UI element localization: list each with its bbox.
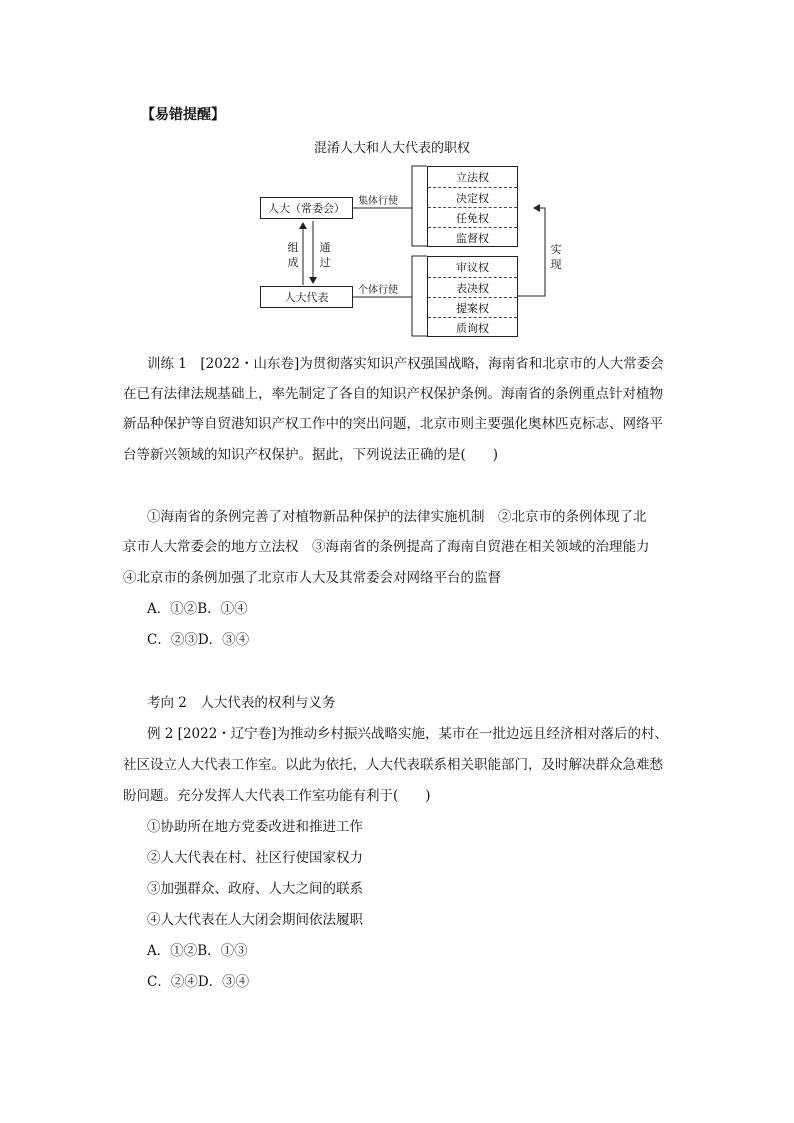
power-legislation: 立法权 <box>456 171 489 184</box>
training-line: 训练 1 [2022・山东卷]为贯彻落实知识产权强国战略，海南省和北京市的人大常委会 <box>147 356 664 372</box>
label-realize: 实现 <box>550 243 562 271</box>
training-line: 在已有法律法规基础上，率先制定了各自的知识产权保护条例。海南省的条例重点针对植物 <box>123 386 663 402</box>
power-proposal: 提案权 <box>428 297 517 317</box>
bracket-collective <box>412 166 427 246</box>
power-deliberation: 审议权 <box>456 261 489 274</box>
example-line: 社区设立人大代表工作室。以此为依托，人大代表联系相关职能部门，及时解决群众急难愁 <box>123 757 663 773</box>
example-option: C．②④D．③④ <box>147 974 250 990</box>
collective-powers-box <box>427 166 518 247</box>
training-line: 台等新兴领域的知识产权保护。据此，下列说法正确的是( ) <box>123 447 499 463</box>
training-statement: ④北京市的条例加强了北京市人大及其常委会对网络平台的监督 <box>123 570 501 586</box>
example-statement: ④人大代表在人大闭会期间依法履职 <box>147 912 363 928</box>
label-individual: 个体行使 <box>358 285 398 296</box>
power-voting: 表决权 <box>428 277 517 297</box>
power-appointment: 任免权 <box>428 207 517 227</box>
arrow-realize <box>518 208 545 296</box>
node-deputy: 人大代表 <box>260 286 353 308</box>
power-supervision: 监督权 <box>428 227 517 247</box>
training-option: A．①②B．①④ <box>147 601 248 617</box>
section-title: 考向 2 人大代表的权利与义务 <box>147 695 336 711</box>
training-line: 新品种保护等自贸港知识产权工作中的突出问题，北京市则主要强化奥林匹克标志、网络平 <box>123 416 663 432</box>
label-compose: 组成 <box>287 241 299 269</box>
label-elect: 通过 <box>319 241 331 269</box>
power-inquiry: 质询权 <box>428 317 517 337</box>
node-npc: 人大（常委会） <box>260 197 353 219</box>
individual-powers-box <box>427 256 518 337</box>
example-line: 例 2 [2022・辽宁卷]为推动乡村振兴战略实施，某市在一批边远且经济相对落后的村、 <box>147 726 669 742</box>
training-statement: 京市人大常委会的地方立法权 ③海南省的条例提高了海南自贸港在相关领域的治理能力 <box>123 539 650 555</box>
tip-heading: 【易错提醒】 <box>141 107 225 123</box>
training-statement: ①海南省的条例完善了对植物新品种保护的法律实施机制 ②北京市的条例体现了北 <box>147 509 647 525</box>
diagram-title: 混淆人大和人大代表的职权 <box>314 141 471 156</box>
example-line: 盼问题。充分发挥人大代表工作室功能有利于( ) <box>123 788 431 804</box>
example-option: A．①②B．①③ <box>147 943 248 959</box>
training-option: C．②③D．③④ <box>147 632 250 648</box>
example-statement: ②人大代表在村、社区行使国家权力 <box>147 850 363 866</box>
power-decision: 决定权 <box>428 187 517 207</box>
example-statement: ③加强群众、政府、人大之间的联系 <box>147 881 363 897</box>
label-collective: 集体行使 <box>358 196 398 207</box>
example-statement: ①协助所在地方党委改进和推进工作 <box>147 819 363 835</box>
bracket-individual <box>412 256 427 336</box>
